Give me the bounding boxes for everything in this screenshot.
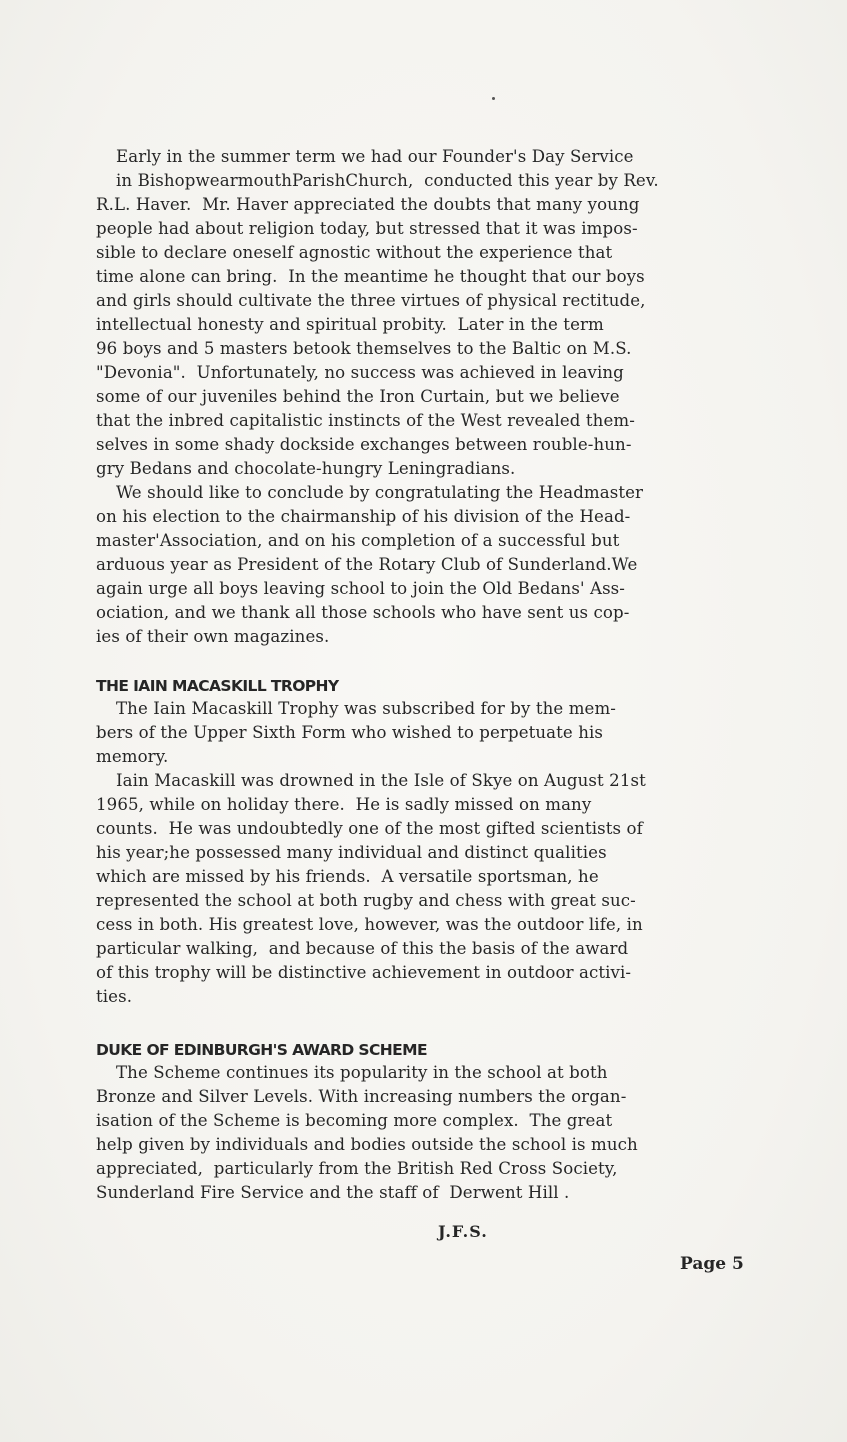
text-line: represented the school at both rugby and chess with great suc- <box>96 891 636 910</box>
text-line: The Iain Macaskill Trophy was subscribed for by the mem- <box>116 699 617 718</box>
ink-speck <box>492 97 495 100</box>
text-line: help given by individuals and bodies outside the school is much <box>96 1135 638 1154</box>
text-line: ties. <box>96 987 133 1006</box>
text-line: his year;he possessed many individual and distinct qualities <box>96 843 607 862</box>
text-line: master'Association, and on his completion of a successful but <box>96 531 620 550</box>
text-line: R.L. Haver. Mr. Haver appreciated the doubts that many young <box>96 195 640 214</box>
text-line: cess in both. His greatest love, however, was the outdoor life, in <box>96 915 643 934</box>
text-line: Sunderland Fire Service and the staff of Derwent Hill . <box>96 1183 570 1202</box>
text-line: again urge all boys leaving school to join the Old Bedans' Ass- <box>96 579 626 598</box>
text-line: of this trophy will be distinctive achievement in outdoor activi- <box>96 963 632 982</box>
text-line: 1965, while on holiday there. He is sadly missed on many <box>96 795 592 814</box>
text-line: isation of the Scheme is becoming more complex. The great <box>96 1111 613 1130</box>
text-line: intellectual honesty and spiritual probity. Later in the term <box>96 315 604 334</box>
page-number: Page 5 <box>680 1254 744 1274</box>
text-line: sible to declare oneself agnostic without the experience that <box>96 243 613 262</box>
duke-heading: DUKE OF EDINBURGH'S AWARD SCHEME <box>96 1041 427 1059</box>
text-line: Bronze and Silver Levels. With increasing numbers the organ- <box>96 1087 627 1106</box>
text-line: some of our juveniles behind the Iron Curtain, but we believe <box>96 387 620 406</box>
text-line: Early in the summer term we had our Founder's Day Service <box>116 147 634 166</box>
text-line: and girls should cultivate the three virtues of physical rectitude, <box>96 291 646 310</box>
text-line: on his election to the chairmanship of his division of the Head- <box>96 507 631 526</box>
text-line: which are missed by his friends. A versatile sportsman, he <box>96 867 599 886</box>
text-line: in BishopwearmouthParishChurch, conducted this year by Rev. <box>116 171 659 190</box>
text-line: gry Bedans and chocolate-hungry Leningradians. <box>96 459 516 478</box>
intro-paragraph <box>96 145 756 649</box>
text-line: arduous year as President of the Rotary Club of Sunderland.We <box>96 555 638 574</box>
text-line: selves in some shady dockside exchanges between rouble-hun- <box>96 435 632 454</box>
macaskill-heading: THE IAIN MACASKILL TROPHY <box>96 677 339 695</box>
text-line: ies of their own magazines. <box>96 627 330 646</box>
text-line: time alone can bring. In the meantime he thought that our boys <box>96 267 645 286</box>
text-line: appreciated, particularly from the British Red Cross Society, <box>96 1159 618 1178</box>
text-line: that the inbred capitalistic instincts of the West revealed them- <box>96 411 635 430</box>
author-initials: J.F.S. <box>438 1222 488 1241</box>
text-line: bers of the Upper Sixth Form who wished to perpetuate his <box>96 723 604 742</box>
duke-paragraph <box>96 1061 756 1205</box>
text-line: ociation, and we thank all those schools who have sent us cop- <box>96 603 630 622</box>
text-line: "Devonia". Unfortunately, no success was achieved in leaving <box>96 363 624 382</box>
macaskill-paragraph <box>96 697 756 1009</box>
text-line: particular walking, and because of this the basis of the award <box>96 939 629 958</box>
text-line: people had about religion today, but stressed that it was impos- <box>96 219 638 238</box>
text-line: counts. He was undoubtedly one of the most gifted scientists of <box>96 819 643 838</box>
text-line: Iain Macaskill was drowned in the Isle of Skye on August 21st <box>116 771 646 790</box>
text-line: 96 boys and 5 masters betook themselves to the Baltic on M.S. <box>96 339 632 358</box>
text-line: memory. <box>96 747 169 766</box>
text-line: The Scheme continues its popularity in the school at both <box>116 1063 608 1082</box>
text-line: We should like to conclude by congratulating the Headmaster <box>116 483 644 502</box>
